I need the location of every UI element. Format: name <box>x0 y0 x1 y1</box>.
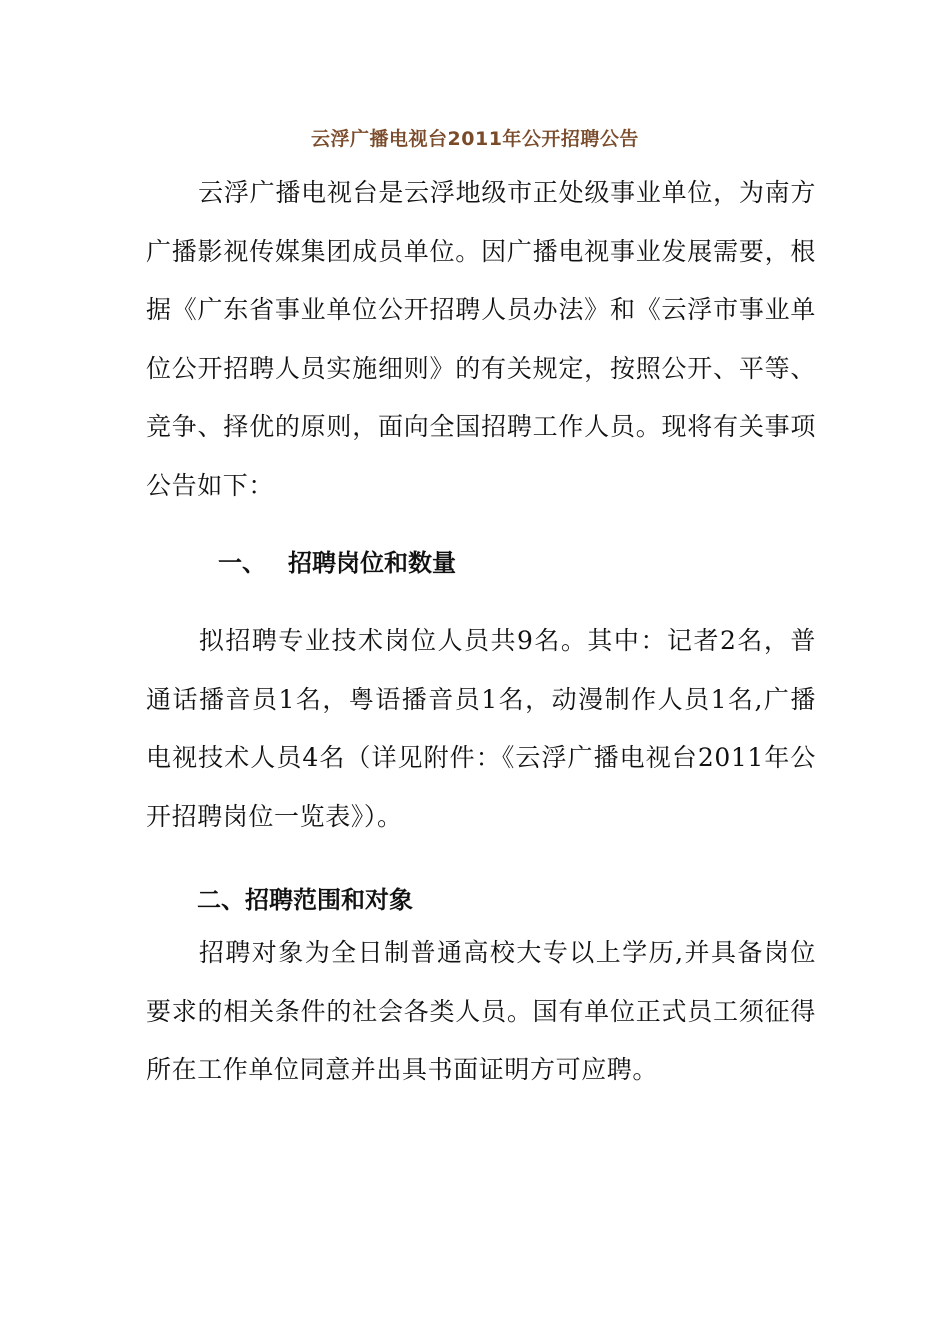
section2-body-text: 招聘对象为全日制普通高校大专以上学历,并具备岗位要求的相关条件的社会各类人员。国有单位正式员工须征得所在工作单位同意并出具书面证明方可应聘。 <box>146 938 816 1084</box>
document-title: 云浮广播电视台2011年公开招聘公告 <box>311 128 639 150</box>
section1-body-text: 拟招聘专业技术岗位人员共9名。其中：记者2名，普通话播音员1名，粤语播音员1名，动漫制作人员1名,广播电视技术人员4名（详见附件：《云浮广播电视台2011年公开招聘岗位一览表》）。 <box>146 626 816 831</box>
section1-heading-text: 招聘岗位和数量 <box>288 549 456 577</box>
section1-paragraph <box>146 612 816 846</box>
intro-text: 云浮广播电视台是云浮地级市正处级事业单位，为南方广播影视传媒集团成员单位。因广播电视事业发展需要，根据《广东省事业单位公开招聘人员办法》和《云浮市事业单位公开招聘人员实施细则》的有关规定，按照公开、平等、竞争、择优的原则，面向全国招聘工作人员。现将有关事项公告如下： <box>146 178 816 500</box>
section1-heading <box>218 543 456 578</box>
section1-number: 一、 <box>218 549 266 577</box>
intro-paragraph <box>146 164 816 515</box>
section2-heading: 二、招聘范围和对象 <box>197 886 413 914</box>
section2-paragraph <box>146 924 816 1100</box>
